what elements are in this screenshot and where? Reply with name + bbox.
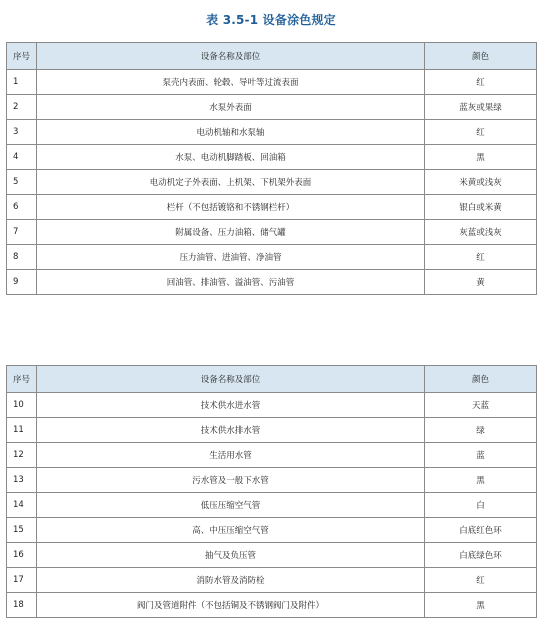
row-num: 14 bbox=[7, 493, 37, 518]
row-color: 银白或米黄 bbox=[425, 195, 537, 220]
row-equipment-name: 水泵外表面 bbox=[37, 95, 425, 120]
row-equipment-name: 污水管及一般下水管 bbox=[37, 468, 425, 493]
row-equipment-name: 电动机轴和水泵轴 bbox=[37, 120, 425, 145]
row-equipment-name: 泵壳内表面、轮毂、导叶等过流表面 bbox=[37, 70, 425, 95]
header-num: 序号 bbox=[7, 43, 37, 70]
row-num: 4 bbox=[7, 145, 37, 170]
row-equipment-name: 压力油管、进油管、净油管 bbox=[37, 245, 425, 270]
row-color: 米黄或浅灰 bbox=[425, 170, 537, 195]
row-color: 红 bbox=[425, 245, 537, 270]
table-header-row bbox=[7, 43, 537, 70]
row-equipment-name: 低压压缩空气管 bbox=[37, 493, 425, 518]
table-row bbox=[7, 270, 537, 295]
row-num: 8 bbox=[7, 245, 37, 270]
row-color: 黄 bbox=[425, 270, 537, 295]
row-color: 红 bbox=[425, 70, 537, 95]
row-num: 10 bbox=[7, 393, 37, 418]
row-equipment-name: 技术供水进水管 bbox=[37, 393, 425, 418]
table-row bbox=[7, 443, 537, 468]
row-color: 红 bbox=[425, 120, 537, 145]
row-num: 3 bbox=[7, 120, 37, 145]
color-spec-table-2 bbox=[6, 365, 537, 618]
row-num: 13 bbox=[7, 468, 37, 493]
header-num: 序号 bbox=[7, 366, 37, 393]
table-row bbox=[7, 543, 537, 568]
row-num: 6 bbox=[7, 195, 37, 220]
table-row bbox=[7, 568, 537, 593]
table-row bbox=[7, 468, 537, 493]
row-color: 天蓝 bbox=[425, 393, 537, 418]
table-row bbox=[7, 95, 537, 120]
table-row bbox=[7, 145, 537, 170]
table-row bbox=[7, 245, 537, 270]
row-equipment-name: 抽气及负压管 bbox=[37, 543, 425, 568]
header-color: 颜色 bbox=[425, 366, 537, 393]
row-num: 17 bbox=[7, 568, 37, 593]
row-color: 白 bbox=[425, 493, 537, 518]
table-row bbox=[7, 418, 537, 443]
row-equipment-name: 生活用水管 bbox=[37, 443, 425, 468]
table-row bbox=[7, 220, 537, 245]
row-color: 蓝 bbox=[425, 443, 537, 468]
row-equipment-name: 电动机定子外表面、上机架、下机架外表面 bbox=[37, 170, 425, 195]
header-color: 颜色 bbox=[425, 43, 537, 70]
table-title: 表 3.5-1 设备涂色规定 bbox=[206, 13, 336, 27]
table-row bbox=[7, 518, 537, 543]
header-name: 设备名称及部位 bbox=[37, 366, 425, 393]
row-num: 7 bbox=[7, 220, 37, 245]
table-row bbox=[7, 593, 537, 618]
table-row bbox=[7, 493, 537, 518]
row-color: 白底绿色环 bbox=[425, 543, 537, 568]
row-color: 蓝灰或果绿 bbox=[425, 95, 537, 120]
table-row bbox=[7, 393, 537, 418]
row-color: 灰蓝或浅灰 bbox=[425, 220, 537, 245]
row-num: 18 bbox=[7, 593, 37, 618]
row-num: 12 bbox=[7, 443, 37, 468]
row-num: 16 bbox=[7, 543, 37, 568]
row-num: 9 bbox=[7, 270, 37, 295]
row-equipment-name: 附属设备、压力油箱、储气罐 bbox=[37, 220, 425, 245]
row-num: 2 bbox=[7, 95, 37, 120]
row-color: 黑 bbox=[425, 593, 537, 618]
row-color: 白底红色环 bbox=[425, 518, 537, 543]
row-color: 绿 bbox=[425, 418, 537, 443]
row-equipment-name: 阀门及管道附件（不包括铜及不锈钢阀门及附件） bbox=[37, 593, 425, 618]
row-color: 黑 bbox=[425, 145, 537, 170]
row-equipment-name: 高、中压压缩空气管 bbox=[37, 518, 425, 543]
table-header-row bbox=[7, 366, 537, 393]
row-num: 1 bbox=[7, 70, 37, 95]
row-equipment-name: 技术供水排水管 bbox=[37, 418, 425, 443]
row-num: 5 bbox=[7, 170, 37, 195]
table-row bbox=[7, 70, 537, 95]
color-spec-table-1 bbox=[6, 42, 537, 295]
row-num: 15 bbox=[7, 518, 37, 543]
row-color: 红 bbox=[425, 568, 537, 593]
table-row bbox=[7, 170, 537, 195]
table-row bbox=[7, 120, 537, 145]
row-equipment-name: 消防水管及消防栓 bbox=[37, 568, 425, 593]
row-num: 11 bbox=[7, 418, 37, 443]
header-name: 设备名称及部位 bbox=[37, 43, 425, 70]
row-equipment-name: 栏杆（不包括镀铬和不锈钢栏杆） bbox=[37, 195, 425, 220]
row-equipment-name: 水泵、电动机脚踏板、回油箱 bbox=[37, 145, 425, 170]
row-color: 黑 bbox=[425, 468, 537, 493]
table-row bbox=[7, 195, 537, 220]
row-equipment-name: 回油管、排油管、溢油管、污油管 bbox=[37, 270, 425, 295]
